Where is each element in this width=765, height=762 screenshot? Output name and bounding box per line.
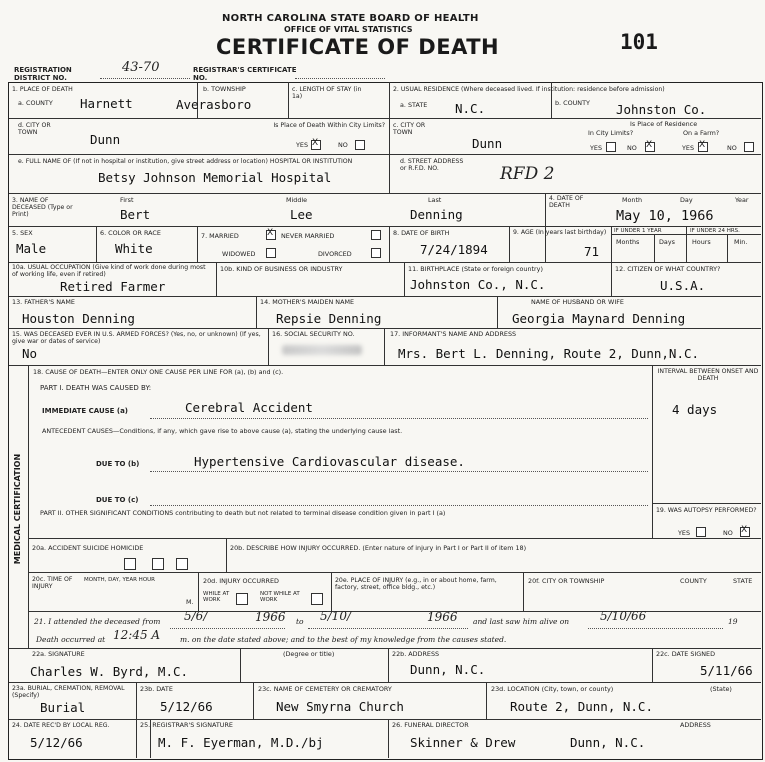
residence-county-label: b. COUNTY	[555, 99, 590, 107]
city-or-town-label: d. CITY OR TOWN	[18, 122, 51, 137]
usual-residence-label: 2. USUAL RESIDENCE (Where deceased lived. If institution: residence before admission)	[393, 86, 665, 93]
burial-value: Burial	[40, 700, 86, 715]
date-recd-label: 24. DATE REC'D BY LOCAL REG.	[12, 722, 110, 729]
office-heading: OFFICE OF VITAL STATISTICS	[284, 25, 413, 34]
interval-label: INTERVAL BETWEEN ONSET AND DEATH	[657, 368, 759, 383]
registrar-certificate-label: REGISTRAR'S CERTIFICATE NO.	[193, 66, 297, 83]
autopsy-yes-checkbox[interactable]	[696, 527, 706, 537]
business-label: 10b. KIND OF BUSINESS OR INDUSTRY	[220, 265, 343, 273]
residence-city-value: Dunn	[472, 136, 503, 151]
hospital-value: Betsy Johnson Memorial Hospital	[98, 170, 332, 185]
not-while-at-work-label: NOT WHILE AT WORK	[260, 591, 300, 604]
widowed-label: WIDOWED	[222, 250, 256, 258]
armed-forces-label: 15. WAS DECEASED EVER IN U.S. ARMED FORCES? (Yes, no, or unknown) (If yes, give war or dates of service)	[12, 331, 261, 346]
to-label: to	[296, 617, 304, 626]
birthplace-label: 11. BIRTHPLACE (State or foreign country)	[408, 265, 543, 273]
mother-value: Repsie Denning	[276, 311, 382, 326]
married-label: 7. MARRIED	[201, 232, 239, 240]
residence-city-label: c. CITY OR TOWN	[393, 122, 426, 137]
color-label: 6. COLOR OR RACE	[100, 229, 161, 237]
interval-value: 4 days	[672, 402, 718, 417]
signature-label: 22a. SIGNATURE	[32, 650, 85, 658]
immediate-label: IMMEDIATE CAUSE (a)	[42, 407, 129, 415]
birthplace-value: Johnston Co., N.C.	[410, 277, 546, 292]
sex-label: 5. SEX	[12, 229, 33, 237]
location-state-label: (State)	[710, 685, 732, 693]
place-of-injury-label: 20e. PLACE OF INJURY (e.g., in or about home, farm, factory, street, office bldg., etc.)	[335, 577, 497, 592]
on-farm-label: On a Farm?	[683, 129, 720, 137]
registrar-signature-label: 25. REGISTRAR'S SIGNATURE	[140, 721, 233, 729]
location-value: Route 2, Dunn, N.C.	[510, 699, 653, 714]
month-label: Month	[622, 196, 643, 204]
county-label: a. COUNTY	[18, 99, 53, 107]
place-of-death-label: 1. PLACE OF DEATH	[12, 86, 73, 93]
location-label: 23d. LOCATION (City, town, or county)	[491, 685, 614, 693]
cemetery-value: New Smyrna Church	[276, 699, 404, 714]
cause-label: 18. CAUSE OF DEATH—ENTER ONLY ONE CAUSE PER LINE FOR (a), (b) and (c).	[33, 368, 284, 376]
autopsy-no-mark: X	[741, 525, 748, 535]
armed-forces-value: No	[22, 346, 38, 361]
due-to-c-label: DUE TO (c)	[96, 496, 139, 504]
color-value: White	[115, 241, 153, 256]
while-at-work-label: WHILE AT WORK	[203, 591, 230, 604]
informant-label: 17. INFORMANT'S NAME AND ADDRESS	[390, 330, 517, 338]
registrar-signature-value: M. F. Eyerman, M.D./bj	[158, 735, 324, 750]
widowed-checkbox[interactable]	[266, 248, 276, 258]
street-address-value: RFD 2	[500, 164, 555, 184]
time-of-injury-label: 20c. TIME OF INJURY	[32, 576, 73, 591]
date-signed-value: 5/11/66	[700, 663, 753, 678]
injury-how-label: 20b. DESCRIBE HOW INJURY OCCURRED. (Enter nature of injury in Part I or Part II of item 18)	[230, 544, 527, 552]
day-label: Day	[680, 196, 693, 204]
state-injury-label: STATE	[733, 577, 753, 585]
min-label: Min.	[734, 238, 748, 246]
not-while-at-work-checkbox[interactable]	[311, 593, 323, 605]
funeral-address-value: Dunn, N.C.	[570, 735, 646, 750]
birth-value: 7/24/1894	[420, 242, 488, 257]
medical-certification-side-label: MEDICAL CERTIFICATION	[13, 453, 22, 565]
autopsy-yes-label: YES	[678, 529, 690, 537]
township-label: b. TOWNSHIP	[203, 85, 246, 93]
funeral-address-label: ADDRESS	[680, 721, 711, 729]
city-limits-no-label: NO	[338, 141, 348, 149]
informant-value: Mrs. Bert L. Denning, Route 2, Dunn,N.C.	[398, 346, 700, 361]
city-limits-no-checkbox[interactable]	[355, 140, 365, 150]
under-1-year-label: IF UNDER 1 YEAR	[614, 228, 662, 234]
residence-county-value: Johnston Co.	[616, 102, 707, 117]
city-limits-yes-mark: X	[312, 138, 319, 148]
birth-label: 8. DATE OF BIRTH	[393, 229, 450, 237]
date-of-death-value: May 10, 1966	[616, 208, 714, 224]
due-to-b-label: DUE TO (b)	[96, 460, 140, 468]
ssn-label: 16. SOCIAL SECURITY NO.	[272, 330, 355, 338]
spouse-value: Georgia Maynard Denning	[512, 311, 686, 326]
farm-yes-mark: X	[699, 140, 706, 150]
due-to-b-value: Hypertensive Cardiovascular disease.	[194, 454, 465, 469]
cemetery-label: 23c. NAME OF CEMETERY OR CREMATORY	[258, 685, 392, 693]
funeral-director-label: 26. FUNERAL DIRECTOR	[392, 721, 469, 729]
date-recd-value: 5/12/66	[30, 735, 83, 750]
place-of-residence-label: Is Place of Residence	[630, 120, 698, 128]
under-24-hrs-label: IF UNDER 24 HRS.	[690, 228, 740, 234]
last-name-value: Denning	[410, 207, 463, 222]
funeral-director-value: Skinner & Drew	[410, 735, 516, 750]
attended-from-year: 1966	[255, 610, 286, 624]
middle-label: Middle	[286, 196, 308, 204]
antecedent-label: ANTECEDENT CAUSES—Conditions, if any, which gave rise to above cause (a), stating the underlying cause last.	[42, 427, 403, 435]
burial-label: 23a. BURIAL, CREMATION, REMOVAL (Specify)	[12, 685, 125, 700]
date-signed-label: 22c. DATE SIGNED	[656, 650, 715, 658]
accident-label: 20a. ACCIDENT SUICIDE HOMICIDE	[32, 544, 144, 552]
attended-to-value: 5/10/	[320, 609, 351, 623]
township-value: Averasboro	[176, 97, 252, 112]
certificate-number: 101	[620, 30, 658, 54]
first-name-value: Bert	[120, 207, 151, 222]
suicide-checkbox[interactable]	[152, 558, 164, 570]
mother-label: 14. MOTHER'S MAIDEN NAME	[260, 298, 355, 306]
within-city-limits-label: Is Place of Death Within City Limits?	[273, 122, 385, 129]
city-township-label: 20f. CITY OR TOWNSHIP	[528, 577, 605, 585]
attended-from-value: 5/6/	[184, 609, 208, 623]
part2-label: PART II. OTHER SIGNIFICANT CONDITIONS contributing to death but not related to terminal disease condition given in part I (a)	[40, 509, 446, 517]
farm-no-label: NO	[727, 144, 737, 152]
citizen-value: U.S.A.	[660, 278, 706, 293]
address-label: 22b. ADDRESS	[392, 650, 440, 658]
injury-occurred-label: 20d. INJURY OCCURRED	[203, 577, 279, 585]
time-of-injury-m: M.	[186, 598, 194, 606]
divorced-label: DIVORCED	[318, 250, 352, 258]
citizen-label: 12. CITIZEN OF WHAT COUNTRY?	[615, 265, 721, 273]
never-married-checkbox[interactable]	[371, 230, 381, 240]
death-time-value: 12:45 A	[113, 628, 161, 642]
accident-checkbox[interactable]	[124, 558, 136, 570]
autopsy-no-label: NO	[723, 529, 733, 537]
homicide-checkbox[interactable]	[176, 558, 188, 570]
last-saw-value: 5/10/66	[600, 609, 647, 623]
signature-value: Charles W. Byrd, M.C.	[30, 664, 189, 679]
days-label: Days	[659, 238, 675, 246]
registration-district-label: REGISTRATION DISTRICT NO.	[14, 66, 72, 83]
last-saw-label: and last saw him alive on	[473, 617, 570, 626]
farm-no-checkbox[interactable]	[744, 142, 754, 152]
residence-state-value: N.C.	[455, 101, 486, 116]
hours-label: Hours	[692, 238, 711, 246]
burial-date-value: 5/12/66	[160, 699, 213, 714]
middle-name-value: Lee	[290, 207, 313, 222]
months-label: Months	[616, 238, 640, 246]
never-married-label: NEVER MARRIED	[281, 232, 335, 240]
married-mark: X	[267, 228, 274, 238]
autopsy-label: 19. WAS AUTOPSY PERFORMED?	[656, 507, 757, 514]
city-value: Dunn	[90, 132, 121, 147]
board-heading: NORTH CAROLINA STATE BOARD OF HEALTH	[222, 13, 479, 24]
spouse-label: NAME OF HUSBAND OR WIFE	[531, 298, 624, 306]
attended-year-suffix: 19	[728, 617, 738, 626]
res-city-yes-checkbox[interactable]	[606, 142, 616, 152]
res-city-no-label: NO	[627, 144, 637, 152]
year-label: Year	[735, 196, 749, 204]
attended-label: 21. I attended the deceased from	[34, 617, 161, 626]
hospital-label: e. FULL NAME OF (If not in hospital or institution, give street address or location) HOSPITAL OR INSTITUTION	[18, 158, 353, 165]
immediate-cause-value: Cerebral Accident	[185, 400, 313, 415]
burial-date-label: 23b. DATE	[140, 685, 173, 693]
name-of-deceased-label: 3. NAME OF DECEASED (Type or Print)	[12, 197, 73, 219]
age-value: 71	[584, 244, 600, 259]
while-at-work-checkbox[interactable]	[236, 593, 248, 605]
farm-yes-label: YES	[682, 144, 694, 152]
street-address-label: d. STREET ADDRESS or R.F.D. NO.	[400, 158, 464, 173]
death-occurred-label: Death occurred at	[36, 635, 106, 644]
on-date-label: m. on the date stated above; and to the best of my knowledge from the causes stated.	[180, 635, 507, 644]
ssn-redacted	[282, 345, 362, 355]
attended-to-year: 1966	[427, 610, 458, 624]
part1-label: PART I. DEATH WAS CAUSED BY:	[40, 384, 152, 392]
res-city-no-mark: X	[646, 140, 653, 150]
last-label: Last	[428, 196, 442, 204]
county-value: Harnett	[80, 96, 133, 111]
registration-district-no: 43-70	[122, 60, 160, 75]
county-injury-label: COUNTY	[680, 577, 707, 585]
city-limits-yes-label: YES	[296, 141, 308, 149]
age-label: 9. AGE (In years last birthday)	[513, 229, 607, 236]
res-city-yes-label: YES	[590, 144, 602, 152]
father-value: Houston Denning	[22, 311, 135, 326]
month-day-year-hour-label: MONTH, DAY, YEAR HOUR	[84, 577, 155, 583]
date-of-death-label: 4. DATE OF DEATH	[549, 195, 584, 210]
certificate-title: CERTIFICATE OF DEATH	[216, 35, 500, 59]
divorced-checkbox[interactable]	[371, 248, 381, 258]
in-city-limits-label: In City Limits?	[588, 129, 634, 137]
sig-address-value: Dunn, N.C.	[410, 662, 486, 677]
occupation-value: Retired Farmer	[60, 279, 166, 294]
sex-value: Male	[16, 241, 47, 256]
degree-label: (Degree or title)	[283, 650, 335, 658]
state-label: a. STATE	[400, 101, 428, 109]
length-of-stay-label: c. LENGTH OF STAY (in 1a)	[292, 86, 362, 101]
first-label: First	[120, 196, 134, 204]
occupation-label: 10a. USUAL OCCUPATION (Give kind of work done during most of working life, even if retired)	[12, 264, 206, 279]
father-label: 13. FATHER'S NAME	[12, 298, 75, 306]
